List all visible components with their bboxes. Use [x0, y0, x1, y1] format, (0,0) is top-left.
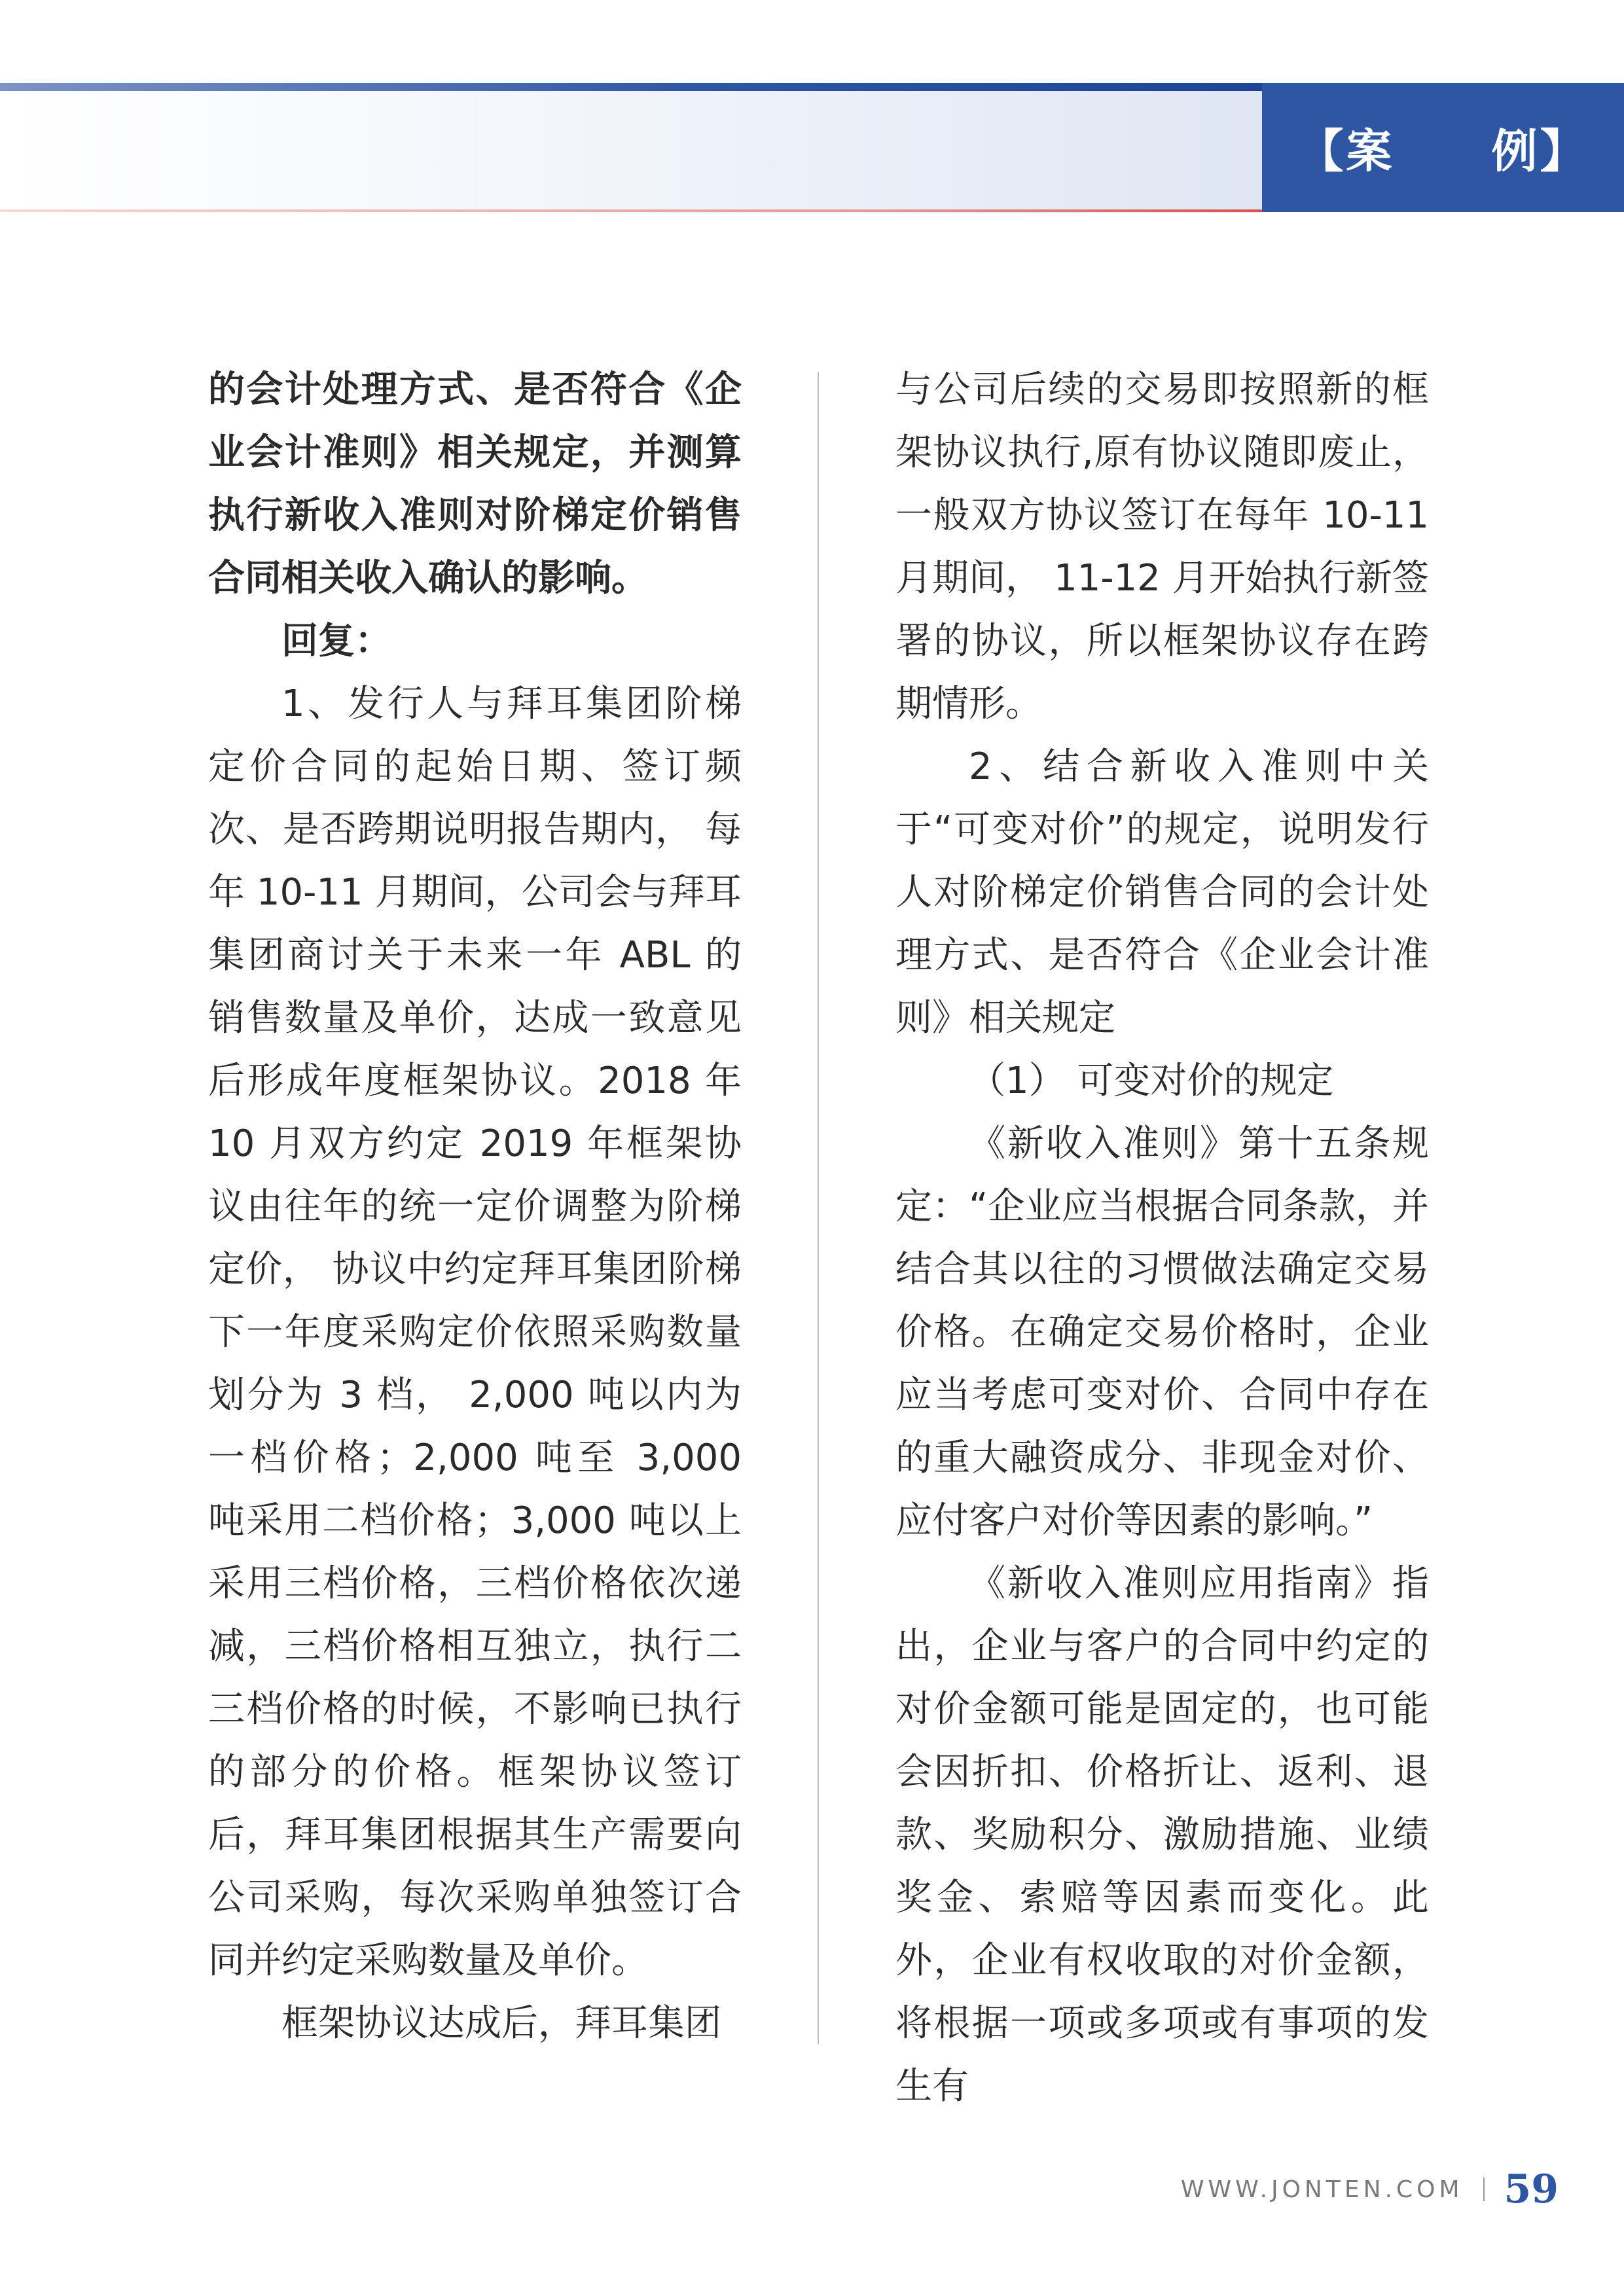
- column-divider: [818, 372, 819, 2044]
- paragraph: 《新收入准则》第十五条规定：“企业应当根据合同条款，并结合其以往的习惯做法确定交易价格。在确定交易价格时，企业应当考虑可变对价、合同中存在的重大融资成分、非现金对价、应付客户对价等因素的影响。”: [895, 1122, 1429, 1542]
- footer-separator: [1483, 2178, 1485, 2201]
- left-column: [208, 359, 742, 2055]
- header-band: [0, 91, 1262, 213]
- right-column: [895, 359, 1429, 2118]
- paragraph: 《新收入准则应用指南》指出，企业与客户的合同中约定的对价金额可能是固定的，也可能会因折扣、价格折让、返利、退款、奖励积分、激励措施、业绩奖金、索赔等因素而变化。此外，企业有权收取的对价金额，将根据一项或多项或有事项的发生有: [895, 1562, 1429, 2108]
- paragraph: 框架协议达成后，拜耳集团: [281, 2002, 721, 2045]
- page-number: 59: [1504, 2166, 1559, 2212]
- header-top-rule: [0, 83, 1262, 91]
- paragraph: 1、发行人与拜耳集团阶梯定价合同的起始日期、签订频次、是否跨期说明报告期内， 每年 10-11 月期间，公司会与拜耳集团商讨关于未来一年 ABL 的销售数量及单价，达成一致意见后形成年度框架协议。2018 年 10 月双方约定 2019 年框架协议由往年的统一定价调整为阶梯定价， 协议中约定拜耳集团阶梯下一年度采购定价依照采购数量划分为 3 档， 2,000 吨以内为一档价格；2,000 吨至 3,000 吨采用二档价格；3,000 吨以上采用三档价格，三档价格依次递减，三档价格相互独立，执行二三档价格的时候，不影响已执行的部分的价格。框架协议签订后，拜耳集团根据其生产需要向公司采购，每次采购单独签订合同并约定采购数量及单价。: [208, 683, 742, 1982]
- paragraph: 2、结合新收入准则中关于“可变对价”的规定，说明发行人对阶梯定价销售合同的会计处理方式、是否符合《企业会计准则》相关规定: [895, 745, 1429, 1039]
- question-text: 的会计处理方式、是否符合《企业会计准则》相关规定，并测算执行新收入准则对阶梯定价销售合同相关收入确认的影响。: [208, 368, 742, 600]
- header-bottom-rule: [0, 209, 1262, 212]
- paragraph: 与公司后续的交易即按照新的框架协议执行,原有协议随即废止，一般双方协议签订在每年 10-11 月期间， 11-12 月开始执行新签署的协议，所以框架协议存在跨期情形。: [895, 368, 1429, 725]
- section-tab: [1262, 83, 1624, 212]
- section-label: 【案 例】: [1297, 124, 1589, 178]
- reply-heading: 回复：: [281, 620, 391, 662]
- footer-website: WWW.JONTEN.COM: [1180, 2176, 1464, 2203]
- subheading: （1） 可变对价的规定: [969, 1060, 1334, 1102]
- page-footer: [1181, 2163, 1559, 2215]
